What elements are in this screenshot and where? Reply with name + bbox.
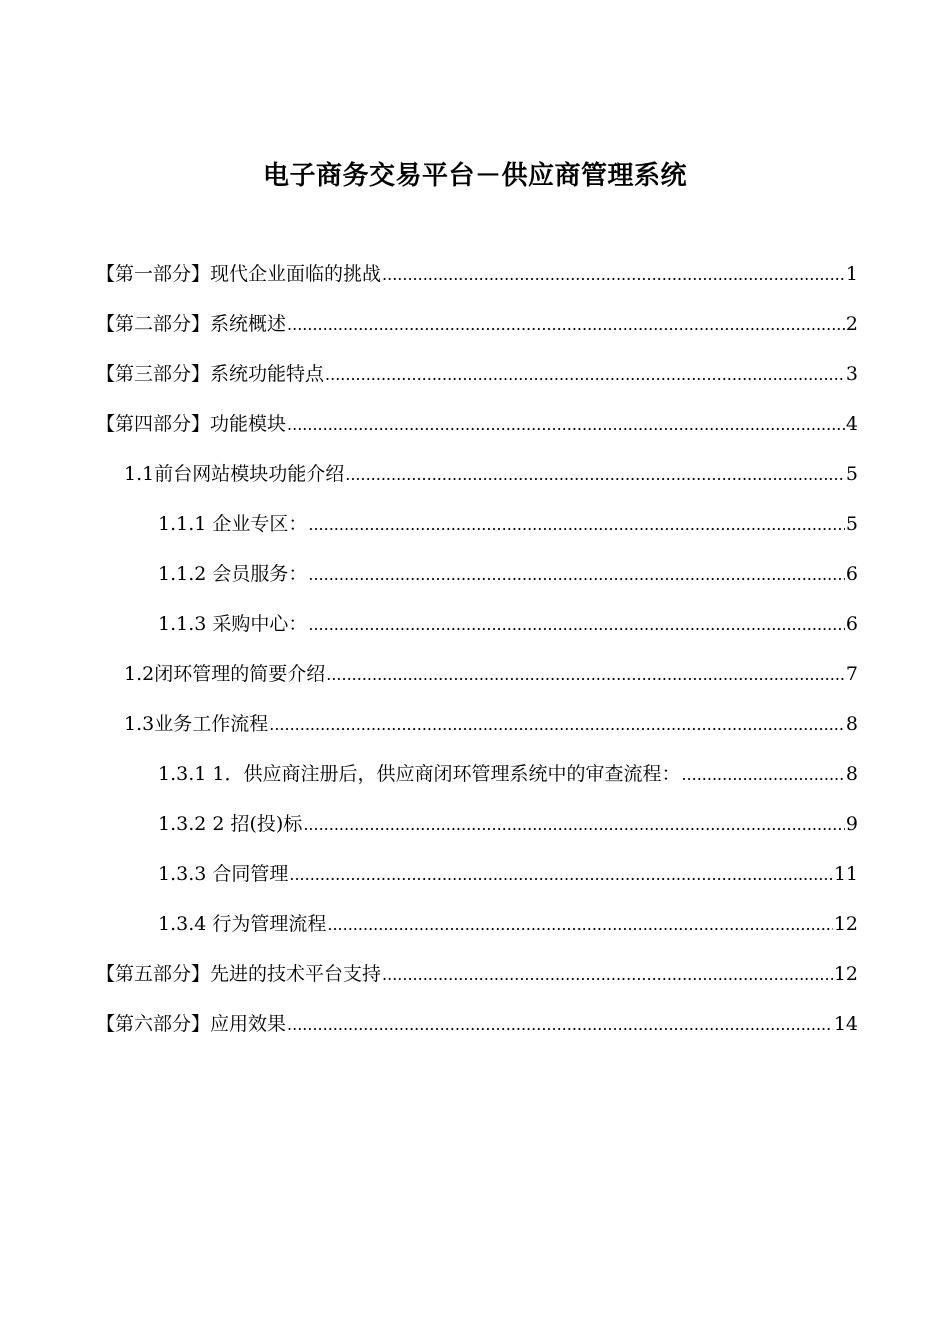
toc-dot-leader — [327, 907, 832, 943]
toc-entry[interactable] — [96, 456, 858, 506]
toc-page-number: 5 — [845, 463, 858, 485]
toc-entry-text: 1．供应商注册后，供应商闭环管理系统中的审查流程： — [212, 763, 681, 785]
document-title: 电子商务交易平台－供应商管理系统 — [262, 161, 687, 191]
toc-page-number: 14 — [833, 1013, 858, 1035]
toc-section-number: 1.1.3 — [158, 613, 207, 635]
toc-entry-text: 【第三部分】系统功能特点 — [96, 363, 325, 385]
toc-entry-text: 业务工作流程 — [154, 713, 269, 735]
toc-entry[interactable] — [96, 256, 858, 306]
toc-entry[interactable] — [96, 806, 858, 856]
toc-entry[interactable] — [96, 956, 858, 1006]
toc-entry[interactable] — [96, 906, 858, 956]
toc-page-number: 8 — [845, 713, 858, 735]
toc-entry-text: 2 招(投)标 — [212, 813, 303, 835]
toc-page-number: 5 — [845, 513, 858, 535]
toc-section-number: 1.1 — [124, 463, 155, 485]
toc-entry-text: 闭环管理的简要介绍 — [154, 663, 326, 685]
toc-page-number: 11 — [833, 863, 858, 885]
toc-entry[interactable] — [96, 706, 858, 756]
toc-section-number: 1.3.2 — [158, 813, 207, 835]
toc-entry[interactable] — [96, 506, 858, 556]
toc-entry[interactable] — [96, 656, 858, 706]
toc-entry-text: 【第六部分】应用效果 — [96, 1013, 287, 1035]
toc-entry-text: 采购中心： — [212, 613, 308, 635]
toc-section-number: 1.3.4 — [158, 913, 207, 935]
toc-page-number: 9 — [845, 813, 858, 835]
toc-dot-leader — [345, 457, 845, 493]
toc-page-number: 12 — [833, 963, 858, 985]
toc-dot-leader — [269, 707, 845, 743]
toc-entry-text: 企业专区： — [212, 513, 308, 535]
toc-entry-text: 【第一部分】现代企业面临的挑战 — [96, 263, 382, 285]
toc-dot-leader — [325, 357, 845, 393]
toc-dot-leader — [308, 557, 845, 593]
toc-section-number: 1.1.1 — [158, 513, 207, 535]
toc-dot-leader — [287, 1007, 833, 1043]
toc-entry[interactable] — [96, 356, 858, 406]
toc-dot-leader — [681, 757, 844, 793]
toc-dot-leader — [287, 307, 845, 343]
toc-entry-text: 会员服务： — [212, 563, 308, 585]
table-of-contents — [96, 256, 858, 1056]
toc-dot-leader — [326, 657, 845, 693]
toc-entry[interactable] — [96, 1006, 858, 1056]
toc-section-number: 1.1.2 — [158, 563, 207, 585]
toc-page-number: 6 — [845, 563, 858, 585]
toc-dot-leader — [308, 607, 845, 643]
toc-page-number: 6 — [845, 613, 858, 635]
toc-section-number: 1.3.3 — [158, 863, 207, 885]
toc-entry[interactable] — [96, 406, 858, 456]
toc-dot-leader — [303, 807, 845, 843]
toc-entry-text: 【第五部分】先进的技术平台支持 — [96, 963, 382, 985]
toc-page-number: 4 — [845, 413, 858, 435]
toc-page-number: 12 — [833, 913, 858, 935]
toc-entry-text: 行为管理流程 — [212, 913, 327, 935]
toc-section-number: 1.3.1 — [158, 763, 207, 785]
toc-entry[interactable] — [96, 856, 858, 906]
toc-page-number: 2 — [845, 313, 858, 335]
toc-page-number: 8 — [845, 763, 858, 785]
toc-entry[interactable] — [96, 556, 858, 606]
toc-dot-leader — [382, 957, 833, 993]
toc-entry-text: 合同管理 — [212, 863, 289, 885]
toc-page-number: 1 — [845, 263, 858, 285]
toc-dot-leader — [382, 257, 845, 293]
toc-entry[interactable] — [96, 606, 858, 656]
toc-dot-leader — [308, 507, 845, 543]
toc-section-number: 1.2 — [124, 663, 155, 685]
toc-page-number: 7 — [845, 663, 858, 685]
toc-entry[interactable] — [96, 756, 858, 806]
toc-dot-leader — [287, 407, 845, 443]
toc-entry-text: 【第四部分】功能模块 — [96, 413, 287, 435]
toc-section-number: 1.3 — [124, 713, 155, 735]
toc-page-number: 3 — [845, 363, 858, 385]
toc-entry-text: 前台网站模块功能介绍 — [154, 463, 345, 485]
toc-entry[interactable] — [96, 306, 858, 356]
toc-entry-text: 【第二部分】系统概述 — [96, 313, 287, 335]
toc-dot-leader — [289, 857, 832, 893]
